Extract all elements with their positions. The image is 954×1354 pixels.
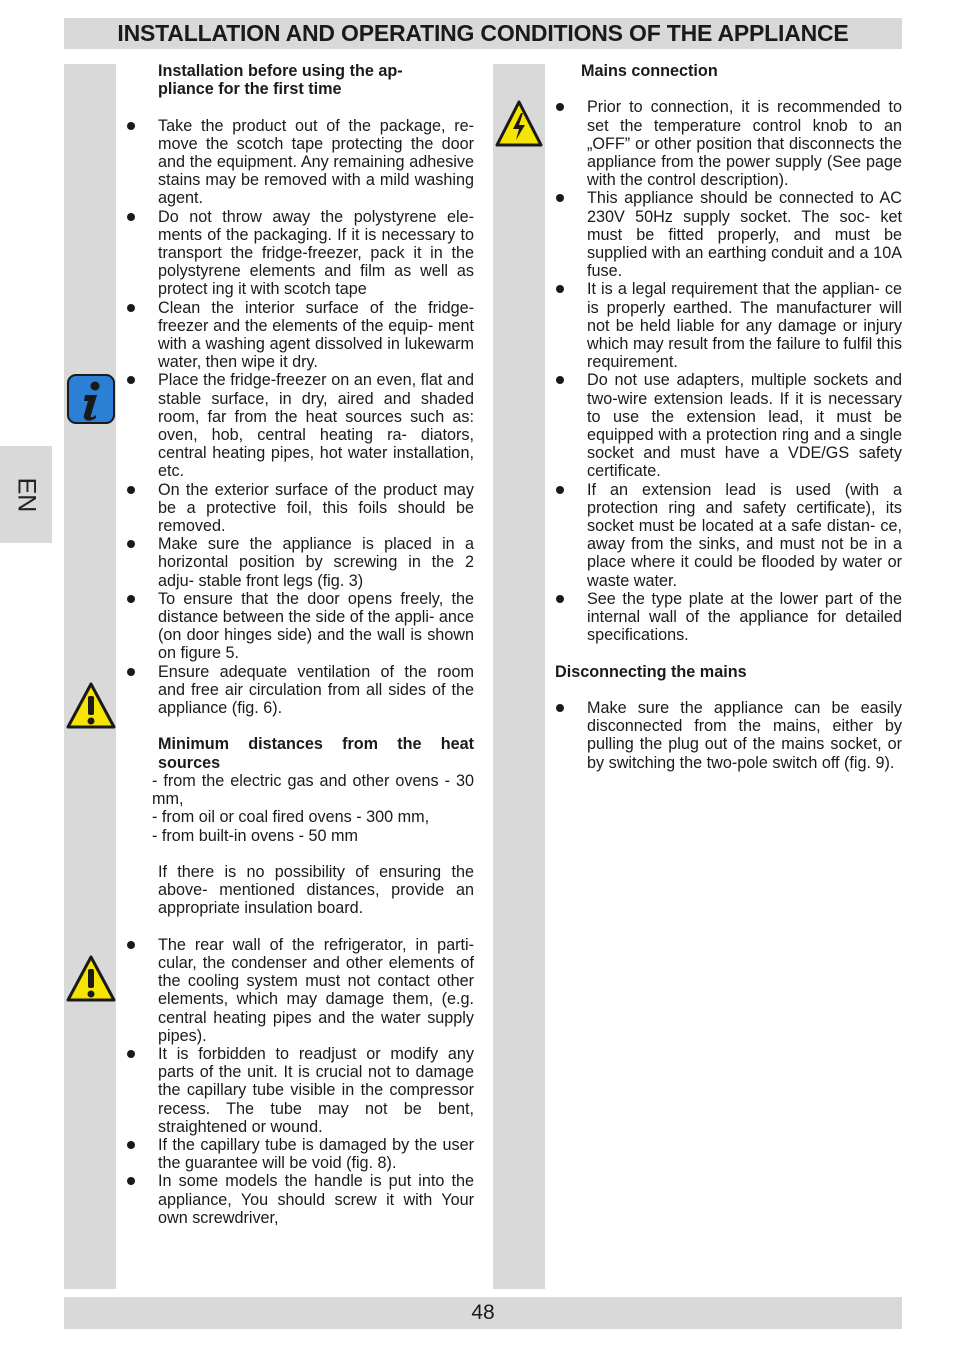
left-icon-gutter — [64, 64, 116, 1289]
electric-hazard-icon — [494, 99, 544, 149]
list-item: The rear wall of the refrigerator, in parti- cular, the condenser and other elements of the cooling system must not contact other elements, which may damage them, (e.g. central heating pipes and the water supply pipes). — [126, 936, 474, 1045]
left-column — [126, 62, 474, 1227]
section-heading: Installation before using the ap- pliance for the first time — [158, 62, 403, 99]
right-column — [555, 62, 902, 772]
distance-item: - from oil or coal fired ovens - 300 mm, — [152, 808, 430, 827]
list-item: Do not use adapters, multiple sockets and two-wire extension leads. If it is necessary to use the extension lead, it must be equipped with a protection ring and a single socket and must have a VDE/GS safety certificate. — [555, 371, 902, 480]
distance-item: - from the electric gas and other ovens - 30 mm, — [152, 771, 474, 809]
list-item: See the type plate at the lower part of the internal wall of the appliance for detailed specifications. — [555, 590, 902, 645]
page-header: INSTALLATION AND OPERATING CONDITIONS OF THE APPLIANCE — [64, 18, 902, 49]
list-item: Take the product out of the package, re- move the scotch tape protecting the door and the equipment. Any remaining adhesive stains may be removed with a mild washing agent. — [126, 117, 474, 208]
list-item: It is a legal requirement that the applian- ce is properly earthed. The manufacturer will not be held liable for any damage or injury which may result from the failure to fulfil this requirement. — [555, 280, 902, 371]
page-footer — [64, 1297, 902, 1329]
section-heading: Mains connection — [581, 62, 718, 80]
language-tab — [0, 446, 52, 543]
list-item: Prior to connection, it is recommended to set the temperature control knob to an „OFF” or other position that disconnects the appliance from the power supply (See page with the control description). — [555, 98, 902, 189]
list-item: On the exterior surface of the product may be a protective foil, this foils should be removed. — [126, 481, 474, 536]
list-item: Do not throw away the polystyrene ele- ments of the packaging. If it is necessary to transport the fridge-freezer, pack it in the polystyrene elements and film as well as protect ing it with scotch tape — [126, 208, 474, 299]
language-label: EN — [12, 477, 41, 512]
list-item: In some models the handle is put into the appliance, You should screw it with Your own screwdriver, — [126, 1172, 474, 1227]
list-item: Make sure the appliance can be easily disconnected from the mains, either by pulling the plug out of the mains socket, or by switching the two-pole switch off (fig. 9). — [555, 699, 902, 772]
warning-icon — [65, 953, 117, 1005]
distance-item: - from built-in ovens - 50 mm — [152, 826, 358, 845]
insulation-note: If there is no possibility of ensuring the above- mentioned distances, provide an appropriate insulation board. — [158, 862, 474, 918]
warning-icon — [65, 681, 117, 731]
list-item: It is forbidden to readjust or modify any parts of the unit. It is crucial not to damage the capillary tube visible in the compressor recess. The tube may not be bent, straightened or wound. — [126, 1045, 474, 1136]
list-item: If the capillary tube is damaged by the user the guarantee will be void (fig. 8). — [126, 1136, 474, 1172]
right-icon-gutter — [493, 64, 545, 1289]
section-heading: Minimum distances from the heat sources — [158, 735, 474, 772]
list-item: Place the fridge-freezer on an even, flat and stable surface, in dry, aired and shaded room, far from the heat sources such as: oven, hob, central heating ra- diators, central heating pipes, hot water installation, etc. — [126, 371, 474, 480]
info-icon — [66, 373, 116, 425]
list-item: If an extension lead is used (with a protection ring and safety certificate), its socket must be located at a safe distan- ce, away from the sinks, and must not be in a place where it could be flooded by water or waste water. — [555, 481, 902, 590]
section-heading: Disconnecting the mains — [555, 662, 747, 681]
list-item: Ensure adequate ventilation of the room and free air circulation from all sides of the appliance (fig. 6). — [126, 663, 474, 718]
list-item: Make sure the appliance is placed in a horizontal position by screwing in the 2 adju- stable front legs (fig. 3) — [126, 535, 474, 590]
list-item: To ensure that the door opens freely, the distance between the side of the appli- ance (on door hinges side) and the wall is shown on figure 5. — [126, 590, 474, 663]
list-item: This appliance should be connected to AC 230V 50Hz supply socket. The soc- ket must be fitted properly, and must be supplied with an earthing conduit and a 10A fuse. — [555, 189, 902, 280]
page-number: 48 — [471, 1301, 495, 1324]
list-item: Clean the interior surface of the fridge- freezer and the elements of the equip- ment with a washing agent dissolved in lukewarm water, then wipe it dry. — [126, 299, 474, 372]
